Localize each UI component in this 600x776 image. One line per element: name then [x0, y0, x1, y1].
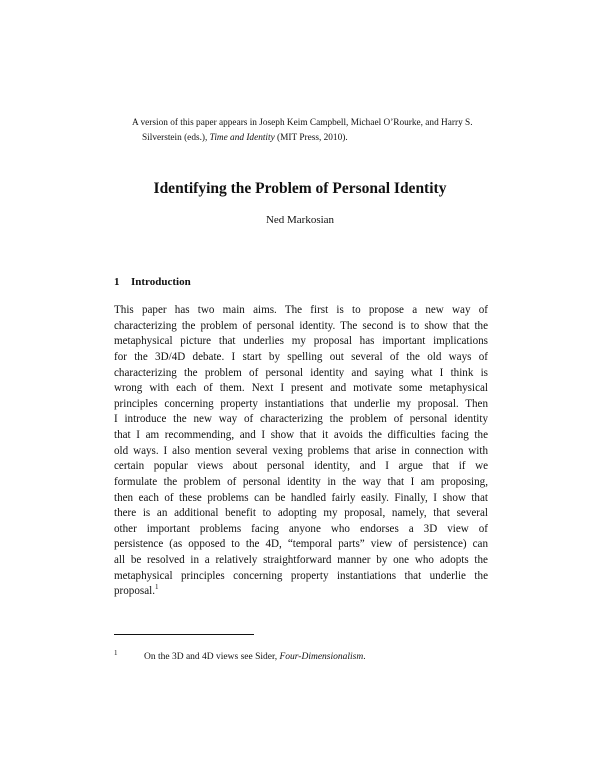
- paper-title: Identifying the Problem of Personal Identity: [153, 180, 447, 197]
- publication-note-publisher: (MIT Press, 2010).: [274, 133, 348, 143]
- paper-author: Ned Markosian: [265, 214, 335, 226]
- body-line: formulate the problem of personal identity in the way that I am proposing,: [114, 475, 488, 488]
- section-title: Introduction: [131, 276, 191, 288]
- footnote-cited-title: Four-Dimensionalism: [279, 652, 364, 662]
- publication-note: [132, 116, 492, 146]
- publication-note-line-1: A version of this paper appears in Joseph Keim Campbell, Michael O’Rourke, and Harry S.: [132, 118, 473, 128]
- publication-note-editors: Silverstein (eds.),: [142, 133, 210, 143]
- footnote-text: [144, 652, 366, 662]
- section-heading: [114, 276, 191, 288]
- footnote-reference[interactable]: 1: [154, 584, 159, 592]
- body-line: I introduce the new way of characterizing the problem of personal identity: [114, 413, 488, 426]
- footnote-text-lead: On the 3D and 4D views see Sider,: [144, 652, 280, 662]
- body-paragraph: [114, 303, 488, 600]
- body-line: all be resolved in a relatively straightforward manner by one who adopts the: [114, 554, 488, 566]
- body-line: certain popular views about personal identity, and I argue that if we: [114, 460, 488, 473]
- body-line: characterizing the problem of personal identity and saying what I think is: [114, 366, 488, 379]
- body-line: principles concerning property instantiations that underlie my proposal. Then: [114, 397, 488, 410]
- body-line: for the 3D/4D debate. I start by spelling out several of the old ways of: [114, 350, 488, 363]
- body-line: metaphysical principles concerning property instantiations that underlie the: [114, 569, 488, 582]
- footnote-text-end: .: [363, 652, 366, 662]
- body-line-last: [114, 584, 488, 600]
- publication-note-book-title: Time and Identity: [209, 133, 275, 143]
- body-line: metaphysical picture that underlies my proposal has important implications: [114, 335, 488, 348]
- body-line: characterizing the problem of personal identity. The second is to show that the: [114, 319, 488, 332]
- publication-note-line-2: [132, 131, 492, 146]
- body-line: persistence (as opposed to the 4D, “temporal parts” view of persistence) can: [114, 538, 488, 551]
- body-line: wrong with each of them. Next I present and motivate some metaphysical: [114, 382, 488, 395]
- body-line: This paper has two main aims. The first is to propose a new way of: [114, 304, 488, 316]
- section-number: 1: [114, 276, 120, 288]
- body-line-text: proposal.: [114, 585, 155, 598]
- body-line: other important problems facing anyone who endorses a 3D view of: [114, 522, 488, 535]
- body-line: there is an additional benefit to adopting my proposal, namely, that several: [114, 507, 488, 520]
- footnote: $^1$ On the 3D and 4D views see Sider, Four-Dimensionalism.: [114, 649, 366, 662]
- footnote-separator: [114, 634, 254, 635]
- body-line: old ways. I also mention several vexing problems that arise in connection with: [114, 444, 488, 457]
- body-line: then each of these problems can be handled fairly easily. Finally, I show that: [114, 491, 488, 504]
- body-line: that I am recommending, and I show that it avoids the difficulties facing the: [114, 429, 488, 441]
